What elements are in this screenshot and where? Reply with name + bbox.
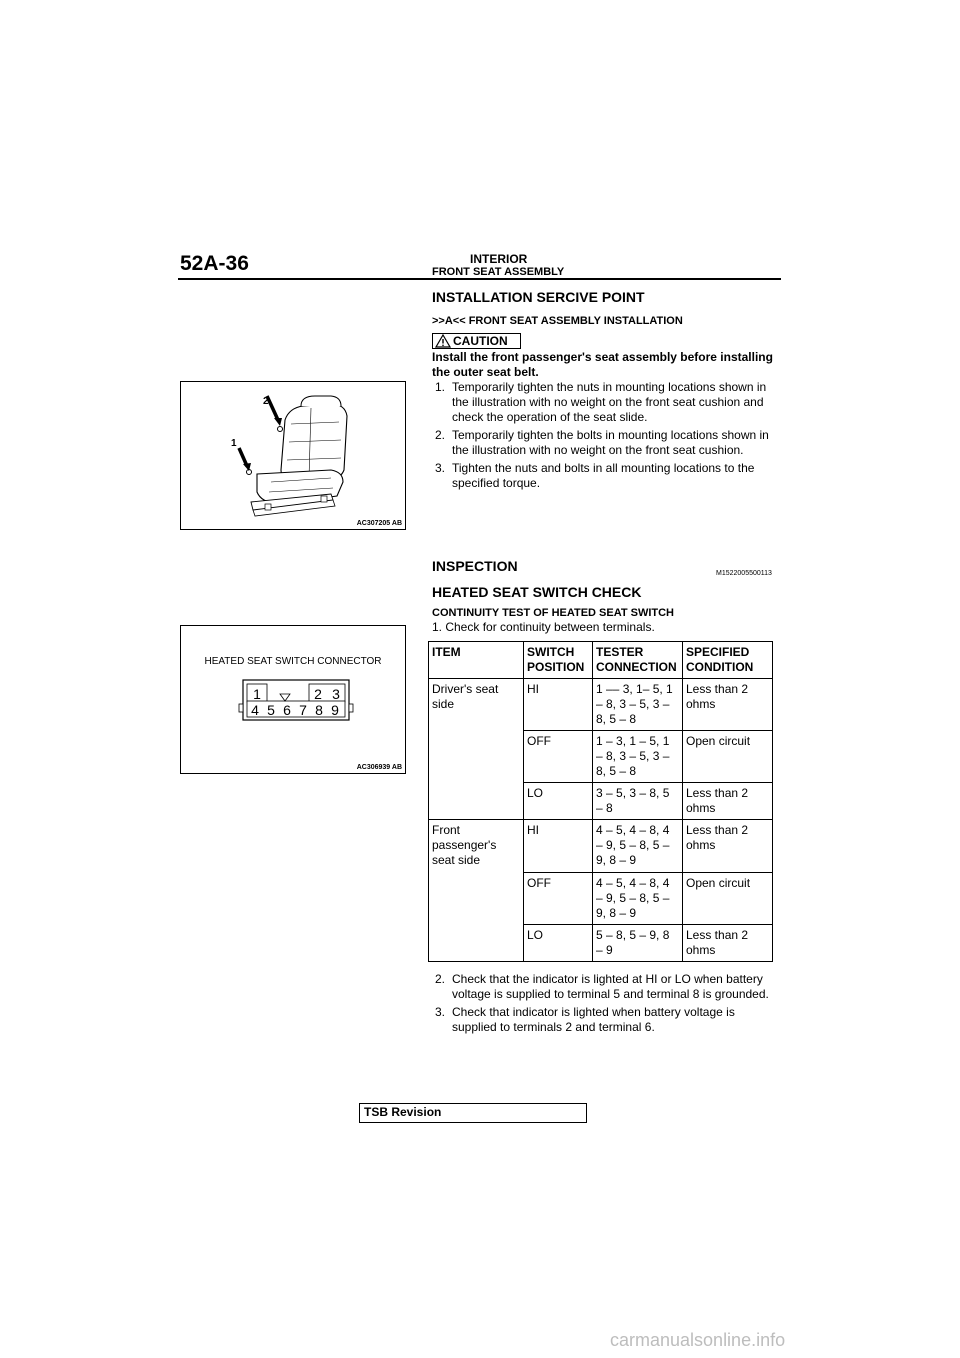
position-cell: HI bbox=[524, 679, 593, 731]
condition-cell: Less than 2 ohms bbox=[683, 925, 773, 962]
item-cell: Driver's seat side bbox=[429, 679, 524, 820]
pin-2: 2 bbox=[314, 686, 322, 702]
connection-cell: 4 – 5, 4 – 8, 4 – 9, 5 – 8, 5 – 9, 8 – 9 bbox=[593, 820, 683, 873]
table-header-row bbox=[429, 642, 773, 679]
list-item bbox=[432, 461, 782, 491]
connection-cell: 1 – 3, 1 – 5, 1 – 8, 3 – 5, 3 – 8, 5 – 8 bbox=[593, 731, 683, 783]
pin-1: 1 bbox=[253, 686, 261, 702]
step-number: 2. bbox=[435, 428, 446, 442]
position-cell: LO bbox=[524, 783, 593, 820]
continuity-test-heading: CONTINUITY TEST OF HEATED SEAT SWITCH bbox=[432, 607, 674, 619]
seat-illustration bbox=[181, 382, 405, 529]
page-number: 52A-36 bbox=[180, 252, 249, 275]
installation-subheading: >>A<< FRONT SEAT ASSEMBLY INSTALLATION bbox=[432, 315, 683, 327]
step-number: 2. bbox=[435, 972, 446, 986]
pin-6: 6 bbox=[283, 702, 291, 718]
step-text: Tighten the nuts and bolts in all mounting locations to the specified torque. bbox=[452, 461, 755, 490]
connection-cell: 3 – 5, 3 – 8, 5 – 8 bbox=[593, 783, 683, 820]
position-cell: LO bbox=[524, 925, 593, 962]
position-cell: OFF bbox=[524, 873, 593, 925]
installation-heading: INSTALLATION SERCIVE POINT bbox=[432, 289, 645, 305]
pin-4: 4 bbox=[251, 702, 259, 718]
figure-code: AC306939 AB bbox=[356, 764, 402, 771]
table-row bbox=[429, 820, 773, 873]
inspection-heading: INSPECTION bbox=[432, 558, 518, 574]
caution-box bbox=[432, 333, 521, 349]
continuity-table bbox=[428, 641, 773, 962]
item-cell: Front passenger's seat side bbox=[429, 820, 524, 962]
list-item bbox=[432, 428, 782, 458]
connector-figure bbox=[180, 625, 406, 774]
step-text: Check that the indicator is lighted at HI or LO when battery voltage is supplied to terminal 5 and terminal 8 is grounded. bbox=[452, 972, 769, 1001]
condition-cell: Open circuit bbox=[683, 873, 773, 925]
callout-1: 1 bbox=[231, 438, 237, 449]
position-cell: OFF bbox=[524, 731, 593, 783]
pin-5: 5 bbox=[267, 702, 275, 718]
installation-steps bbox=[432, 380, 782, 494]
step-number: 3. bbox=[435, 1005, 446, 1019]
step-text: Temporarily tighten the nuts in mounting locations shown in the illustration with no weight on the front seat cushion and check the operation of the seat slide. bbox=[452, 380, 767, 424]
callout-2: 2 bbox=[263, 396, 269, 407]
condition-cell: Less than 2 ohms bbox=[683, 679, 773, 731]
header-switch-position: SWITCH POSITION bbox=[524, 642, 593, 679]
position-cell: HI bbox=[524, 820, 593, 873]
connection-cell: 5 – 8, 5 – 9, 8 – 9 bbox=[593, 925, 683, 962]
table-row bbox=[429, 679, 773, 731]
connection-cell: 1 –– 3, 1– 5, 1 – 8, 3 – 5, 3 – 8, 5 – 8 bbox=[593, 679, 683, 731]
heated-seat-heading: HEATED SEAT SWITCH CHECK bbox=[432, 584, 642, 600]
pin-3: 3 bbox=[332, 686, 340, 702]
section-title: INTERIOR bbox=[470, 252, 528, 266]
step-number: 3. bbox=[435, 461, 446, 475]
continuity-step: 1. Check for continuity between terminals. bbox=[432, 620, 655, 634]
warning-icon bbox=[435, 334, 451, 348]
tsb-revision-label: TSB Revision bbox=[364, 1105, 442, 1119]
condition-cell: Open circuit bbox=[683, 731, 773, 783]
list-item bbox=[432, 972, 782, 1002]
connector-caption: HEATED SEAT SWITCH CONNECTOR bbox=[204, 656, 382, 667]
step-text: Check that indicator is lighted when battery voltage is supplied to terminals 2 and terminal 6. bbox=[452, 1005, 735, 1034]
pin-7: 7 bbox=[299, 702, 307, 718]
connection-cell: 4 – 5, 4 – 8, 4 – 9, 5 – 8, 5 – 9, 8 – 9 bbox=[593, 873, 683, 925]
pin-8: 8 bbox=[315, 702, 323, 718]
seat-illustration-figure bbox=[180, 381, 406, 530]
step-number: 1. bbox=[435, 380, 446, 394]
list-item bbox=[432, 380, 782, 425]
header-item: ITEM bbox=[429, 642, 524, 679]
caution-label: CAUTION bbox=[453, 334, 508, 348]
condition-cell: Less than 2 ohms bbox=[683, 820, 773, 873]
pin-9: 9 bbox=[331, 702, 339, 718]
tsb-revision-box bbox=[359, 1103, 587, 1123]
figure-code: AC307205 AB bbox=[356, 520, 402, 527]
header-rule bbox=[178, 278, 781, 280]
header-tester-connection: TESTER CONNECTION bbox=[593, 642, 683, 679]
caution-text: Install the front passenger's seat assembly before installing the outer seat belt. bbox=[432, 350, 773, 379]
condition-cell: Less than 2 ohms bbox=[683, 783, 773, 820]
section-subtitle: FRONT SEAT ASSEMBLY bbox=[432, 266, 565, 278]
connector-illustration bbox=[181, 626, 405, 773]
list-item bbox=[432, 1005, 782, 1035]
footer-watermark-link[interactable]: carmanualsonline.info bbox=[610, 1330, 786, 1350]
inspection-steps bbox=[432, 972, 782, 1038]
header-specified-condition: SPECIFIED CONDITION bbox=[683, 642, 773, 679]
step-text: Temporarily tighten the bolts in mounting locations shown in the illustration with no weight on the front seat cushion. bbox=[452, 428, 769, 457]
inspection-code: M1522005500113 bbox=[716, 570, 772, 577]
